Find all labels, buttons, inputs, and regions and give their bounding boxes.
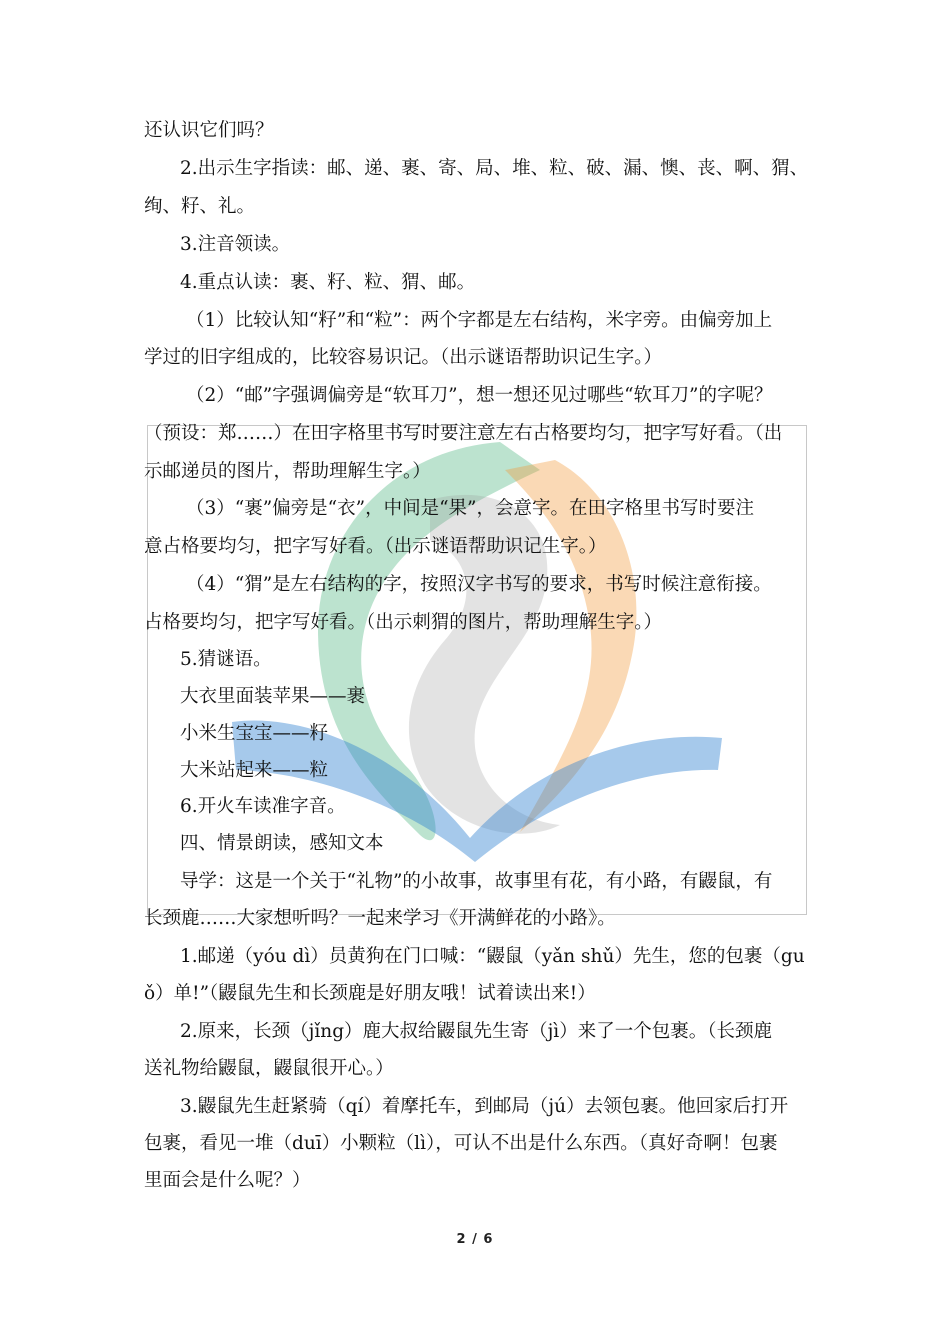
paragraph-line: 导学：这是一个关于“礼物”的小故事，故事里有花，有小路，有鼹鼠，有 xyxy=(180,871,773,892)
paragraph-line: 1.邮递（yóu dì）员黄狗在门口喊：“鼹鼠（yǎn shǔ）先生，您的包裹（gu xyxy=(180,946,805,967)
paragraph-line: 6.开火车读准字音。 xyxy=(180,796,346,817)
paragraph-line: 2.原来，长颈（jǐng）鹿大叔给鼹鼠先生寄（jì）来了一个包裹。（长颈鹿 xyxy=(180,1021,772,1042)
paragraph-line: 5.猜谜语。 xyxy=(180,649,272,670)
paragraph-line: 示邮递员的图片，帮助理解生字。） xyxy=(144,461,431,482)
paragraph-line: 4.重点认读：裹、籽、粒、猬、邮。 xyxy=(180,272,476,293)
riddle-line: 小米生宝宝——籽 xyxy=(180,723,329,744)
paragraph-line: （预设：郑……）在田字格里书写时要注意左右占格要均匀，把字写好看。（出 xyxy=(144,423,783,444)
paragraph-line: （2）“邮”字强调偏旁是“软耳刀”，想一想还见过哪些“软耳刀”的字呢？ xyxy=(186,385,773,406)
paragraph-line: 长颈鹿……大家想听吗？一起来学习《开满鲜花的小路》。 xyxy=(144,908,616,929)
paragraph-line: 学过的旧字组成的，比较容易识记。（出示谜语帮助识记生字。） xyxy=(144,347,663,368)
paragraph-line: 3.注音领读。 xyxy=(180,234,291,255)
paragraph-line: 3.鼹鼠先生赶紧骑（qí）着摩托车，到邮局（jú）去领包裹。他回家后打开 xyxy=(180,1096,789,1117)
paragraph-line: 送礼物给鼹鼠，鼹鼠很开心。） xyxy=(144,1058,394,1079)
paragraph-line: 还认识它们吗？ xyxy=(144,120,274,141)
paragraph-line: （4）“猬”是左右结构的字，按照汉字书写的要求，书写时候注意衔接。 xyxy=(186,574,772,595)
paragraph-line: 绚、籽、礼。 xyxy=(144,196,256,217)
paragraph-line: 2.出示生字指读：邮、递、裹、寄、局、堆、粒、破、漏、懊、丧、啊、猬、 xyxy=(180,158,809,179)
section-heading: 四、情景朗读，感知文本 xyxy=(180,833,384,854)
riddle-line: 大衣里面装苹果——裹 xyxy=(180,686,366,707)
page-number: 2 / 6 xyxy=(456,1232,494,1247)
paragraph-line: 占格要均匀，把字写好看。（出示刺猬的图片，帮助理解生字。） xyxy=(144,612,663,633)
paragraph-line: （3）“裹”偏旁是“衣”，中间是“果”，会意字。在田字格里书写时要注 xyxy=(186,498,755,519)
paragraph-line: 包裹，看见一堆（duī）小颗粒（lì），可认不出是什么东西。（真好奇啊！包裹 xyxy=(144,1133,778,1154)
paragraph-line: ǒ）单!”（鼹鼠先生和长颈鹿是好朋友哦！试着读出来!） xyxy=(144,983,596,1004)
paragraph-line: 里面会是什么呢？） xyxy=(144,1170,311,1191)
paragraph-line: 意占格要均匀，把字写好看。（出示谜语帮助识记生字。） xyxy=(144,536,607,557)
paragraph-line: （1）比较认知“籽”和“粒”：两个字都是左右结构，米字旁。由偏旁加上 xyxy=(186,310,773,331)
riddle-line: 大米站起来——粒 xyxy=(180,760,329,781)
